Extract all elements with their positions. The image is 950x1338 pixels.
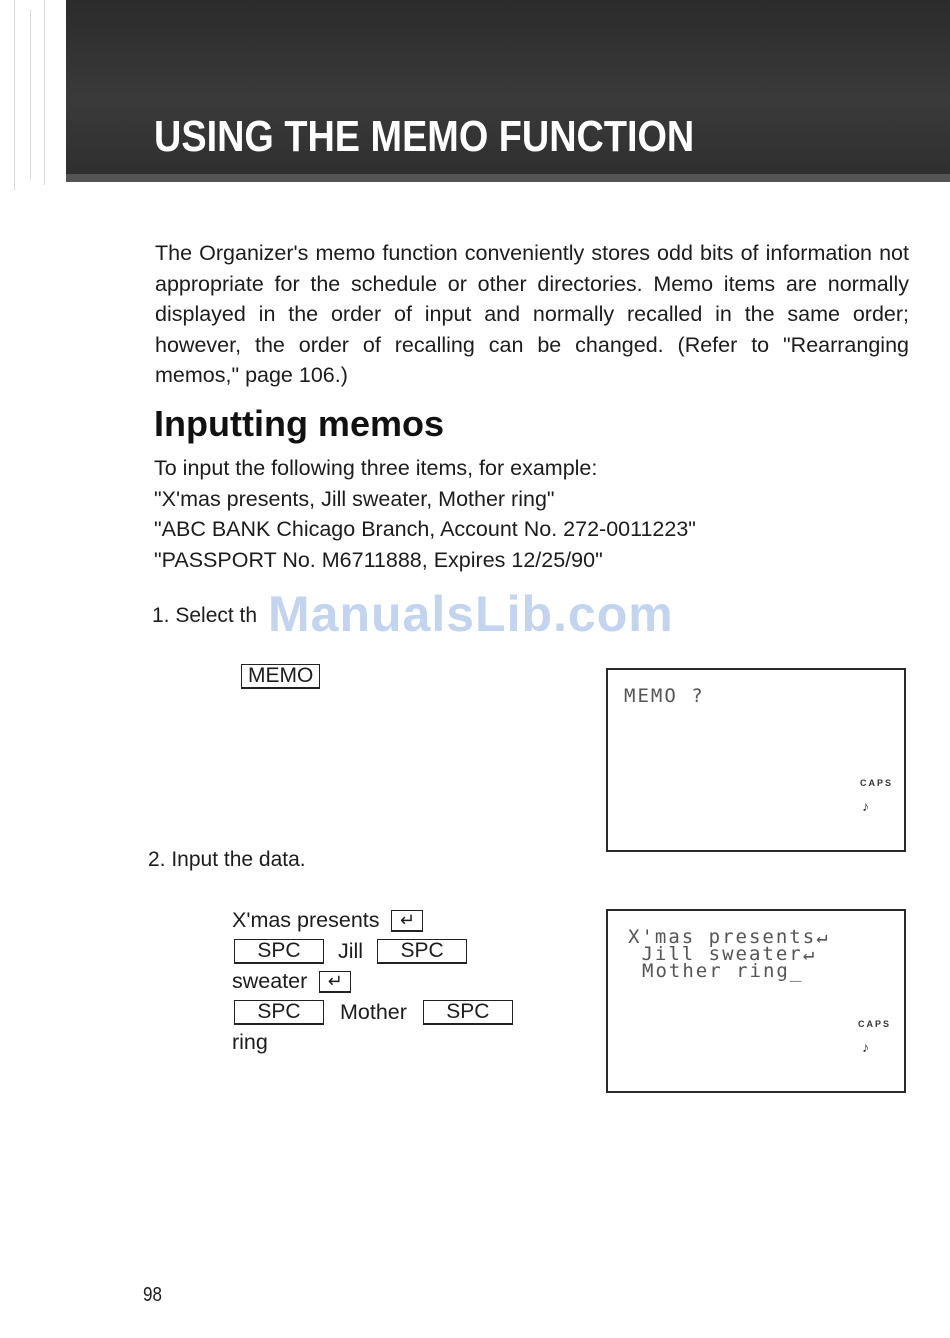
section-heading: Inputting memos: [154, 403, 444, 444]
seq-text: ring: [232, 1030, 268, 1054]
memo-key: [241, 664, 320, 689]
seq-text: sweater: [232, 969, 308, 993]
note-icon: ♪: [862, 1039, 869, 1055]
lcd-line: MEMO ?: [624, 685, 705, 707]
lcd-screen-1: [606, 668, 906, 852]
margin-marks: [0, 0, 60, 190]
enter-key-icon: ↵: [319, 971, 351, 993]
spc-key: SPC: [423, 1000, 513, 1025]
input-sequence: [232, 905, 572, 1058]
example-lead: To input the following three items, for example:: [154, 456, 598, 480]
example-item: "ABC BANK Chicago Branch, Account No. 272-0011223": [154, 517, 696, 541]
lcd-line: Jill sweater↵: [628, 943, 817, 965]
seq-text: Jill: [337, 938, 364, 963]
lcd-line: X'mas presents↵: [628, 926, 830, 948]
page-number: 98: [143, 1284, 162, 1306]
watermark: ManualsLib.com: [268, 586, 674, 642]
spc-key: SPC: [234, 939, 324, 964]
step-2-text: 2. Input the data.: [148, 848, 306, 871]
example-item: "X'mas presents, Jill sweater, Mother ring": [154, 486, 555, 511]
lcd-line: Mother ring_: [642, 960, 804, 982]
memo-key-label: MEMO: [241, 664, 320, 689]
note-icon: ♪: [862, 798, 869, 814]
step-1-text: 1. Select th: [152, 604, 258, 627]
page-title: USING THE MEMO FUNCTION: [154, 112, 695, 161]
caps-indicator: CAPS: [860, 778, 894, 788]
seq-text: Mother: [339, 999, 407, 1024]
intro-paragraph: The Organizer's memo function conveniently stores odd bits of information not appropriate for the schedule or other directories. Memo items are normally displayed in the order of input and normally recalled in the same order; however, the order of recalling can be changed. (Refer to "Rearranging memos," page 106.): [155, 241, 909, 387]
spc-key: SPC: [234, 1000, 324, 1025]
lcd-screen-2: [606, 909, 906, 1093]
enter-key-icon: ↵: [391, 910, 423, 932]
seq-text: X'mas presents: [232, 908, 380, 932]
caps-indicator: CAPS: [858, 1019, 892, 1029]
spc-key: SPC: [377, 939, 467, 964]
example-item: "PASSPORT No. M6711888, Expires 12/25/90": [154, 547, 603, 572]
example-block: [154, 453, 854, 575]
